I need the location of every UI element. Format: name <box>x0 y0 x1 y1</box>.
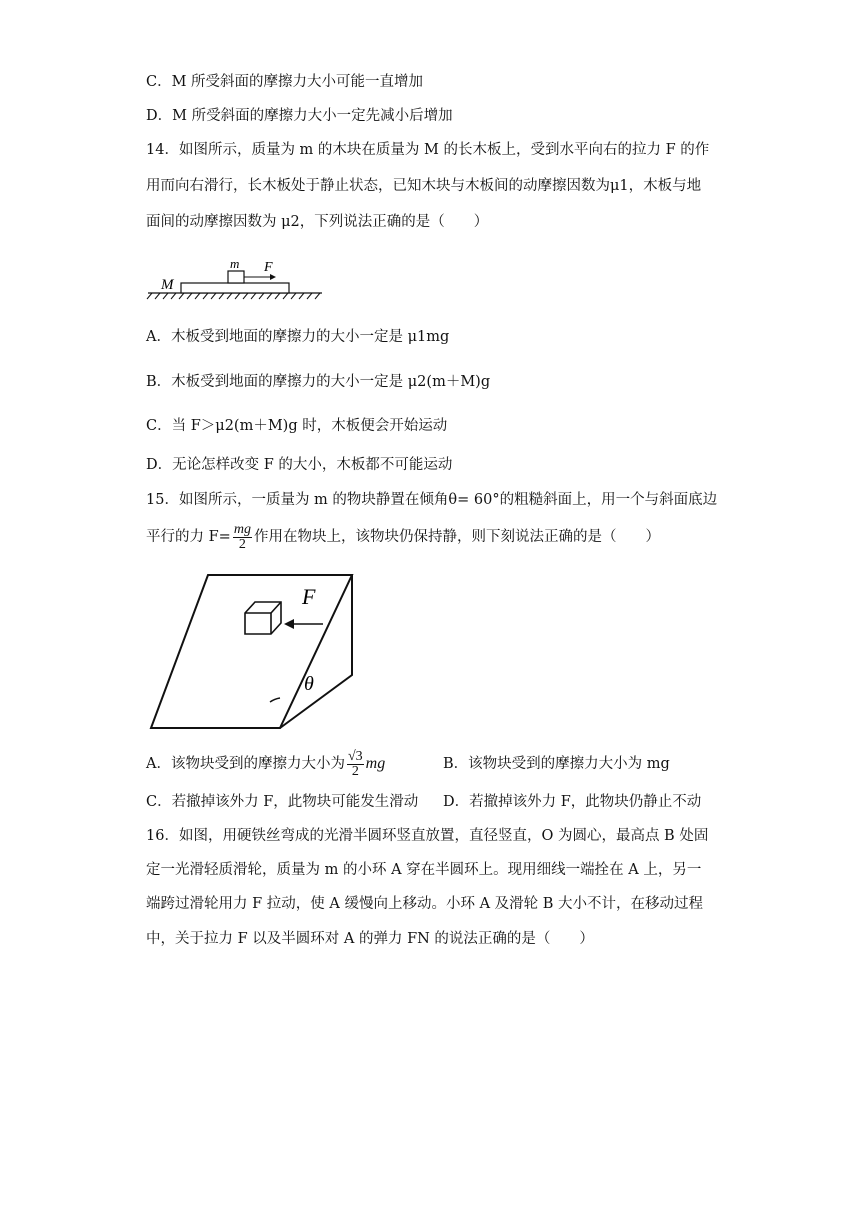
q14-stem-line1: 14．如图所示，质量为 m 的木块在质量为 M 的长木板上，受到水平向右的拉力 F 的作 <box>146 142 710 158</box>
label-M: M <box>161 277 174 293</box>
q14-option-c: C．当 F＞μ2(m＋M)g 时，木板便会开始运动 <box>146 418 448 434</box>
sqrt3: √3 <box>347 748 363 764</box>
label-m: m <box>230 256 240 271</box>
q15-option-a-pre: A．该物块受到的摩擦力大小为 <box>146 756 345 772</box>
q13-option-c: C．M 所受斜面的摩擦力大小可能一直增加 <box>146 74 424 90</box>
label-F: F <box>302 584 316 609</box>
q15-incline-figure <box>148 570 358 735</box>
q16-stem-line2: 定一光滑轻质滑轮，质量为 m 的小环 A 穿在半圆环上。现用细线一端拴在 A 上，另一 <box>146 862 702 878</box>
q15-stem-line2-pre: 平行的力 F= <box>146 529 231 545</box>
q15-option-c: C．若撤掉该外力 F，此物块可能发生滑动 <box>146 794 419 810</box>
q15-stem-line1: 15．如图所示，一质量为 m 的物块静置在倾角θ= 60°的粗糙斜面上，用一个与斜面底边 <box>146 492 718 508</box>
q15-force-fraction <box>233 523 252 552</box>
q14-option-d: D．无论怎样改变 F 的大小，木板都不可能运动 <box>146 457 453 473</box>
board-M <box>181 283 289 293</box>
q15-option-a <box>146 744 385 784</box>
q15-option-b: B．该物块受到的摩擦力大小为 mg <box>443 756 670 772</box>
q15-option-a-fraction <box>347 750 364 779</box>
q16-stem-line3: 端跨过滑轮用力 F 拉动，使 A 缓慢向上移动。小环 A 及滑轮 B 大小不计，在移动过程 <box>146 896 704 912</box>
frac-denominator: 2 <box>238 536 246 552</box>
q13-option-d: D．M 所受斜面的摩擦力大小一定先减小后增加 <box>146 108 453 124</box>
slope-face <box>151 575 352 728</box>
q15-stem-line2-post: 作用在物块上，该物块仍保持静，则下刻说法正确的是（ ） <box>253 529 660 545</box>
q14-figure <box>146 255 326 301</box>
q16-stem-line1: 16．如图，用硬铁丝弯成的光滑半圆环竖直放置，直径竖直，O 为圆心，最高点 B 处固 <box>146 828 709 844</box>
q16-stem-line4: 中，关于拉力 F 以及半圆环对 A 的弹力 FN 的说法正确的是（ ） <box>146 931 594 947</box>
block-m <box>228 271 244 283</box>
q14-stem-line3: 面间的动摩擦因数为 μ2，下列说法正确的是（ ） <box>146 214 489 230</box>
q15-stem-line2 <box>146 520 660 554</box>
q15-option-d: D．若撤掉该外力 F，此物块仍静止不动 <box>443 794 702 810</box>
frac-numerator: mg <box>233 521 251 537</box>
q15-option-a-post: mg <box>365 755 386 772</box>
two: 2 <box>351 763 359 779</box>
q14-option-b: B．木板受到地面的摩擦力的大小一定是 μ2(m＋M)g <box>146 374 491 390</box>
label-theta: θ <box>304 673 314 695</box>
label-F: F <box>264 260 273 275</box>
q14-stem-line2: 用而向右滑行，长木板处于静止状态，已知木块与木板间的动摩擦因数为μ1，木板与地 <box>146 178 702 194</box>
q14-option-a: A．木板受到地面的摩擦力的大小一定是 μ1mg <box>146 329 450 345</box>
